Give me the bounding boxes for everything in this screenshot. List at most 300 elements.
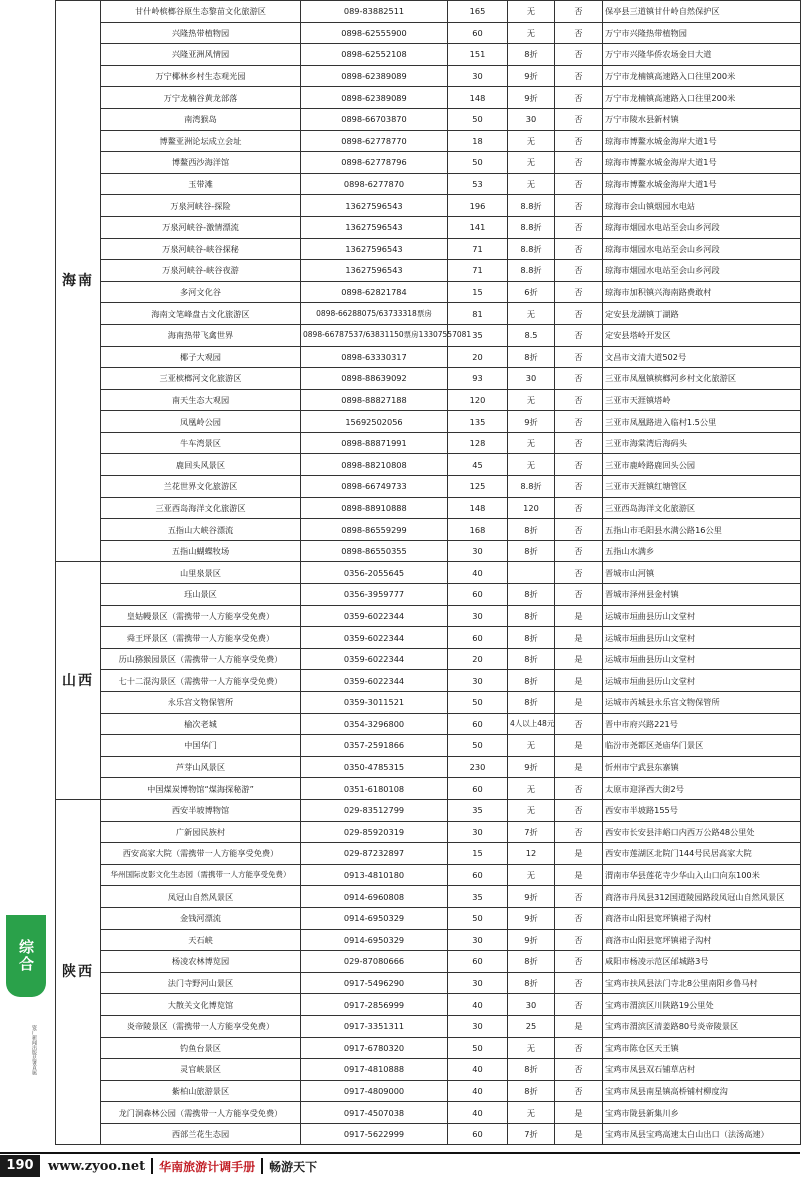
attraction-name: 历山猕猴园景区（需携带一人方能享受免费）: [101, 648, 301, 670]
address: 晋中市府兴路221号: [603, 713, 801, 735]
flag: 否: [555, 173, 603, 195]
ticket-price: 93: [448, 368, 508, 390]
page-number: 190: [0, 1155, 40, 1177]
flag: 否: [555, 303, 603, 325]
table-row: [56, 346, 801, 368]
flag: 否: [555, 281, 603, 303]
discount: 无: [508, 432, 555, 454]
table-row: [56, 713, 801, 735]
phone-number: 0898-66288075/63733318票房: [301, 303, 448, 325]
phone-number: 0898-88910888: [301, 497, 448, 519]
side-note: 资广新闻出版总署直属: [31, 1025, 37, 1075]
phone-number: 0350-4785315: [301, 756, 448, 778]
discount: 7折: [508, 821, 555, 843]
table-row: [56, 627, 801, 649]
province-label: 山西: [56, 562, 101, 800]
footer-slogan: 畅游天下: [269, 1159, 318, 1174]
attraction-name: 兴隆亚洲风情园: [101, 44, 301, 66]
phone-number: 029-87232897: [301, 843, 448, 865]
discount: [508, 562, 555, 584]
flag: 否: [555, 368, 603, 390]
phone-number: 0359-6022344: [301, 627, 448, 649]
flag: 否: [555, 44, 603, 66]
ticket-price: 148: [448, 497, 508, 519]
attraction-name: 中国华门: [101, 735, 301, 757]
ticket-price: 148: [448, 87, 508, 109]
phone-number: 0898-88871991: [301, 432, 448, 454]
attraction-name: 海南文笔峰盘古文化旅游区: [101, 303, 301, 325]
address: 万宁市龙楠镇高速路入口往里200米: [603, 65, 801, 87]
table-row: [56, 1102, 801, 1124]
attraction-name: 万泉河峡谷-探险: [101, 195, 301, 217]
address: 商洛市山阳县宽坪镇裙子沟村: [603, 907, 801, 929]
attraction-name: 中国煤炭博物馆“煤海探秘游”: [101, 778, 301, 800]
attractions-table: [55, 0, 801, 1145]
table-row: [56, 735, 801, 757]
table-row: [56, 389, 801, 411]
attraction-name: 兴隆热带植物园: [101, 22, 301, 44]
ticket-price: 60: [448, 22, 508, 44]
flag: 否: [555, 497, 603, 519]
attraction-name: 万宁椰林乡村生态观光园: [101, 65, 301, 87]
flag: 是: [555, 605, 603, 627]
handbook-title: 华南旅游计调手册: [159, 1159, 256, 1174]
ticket-price: 40: [448, 1102, 508, 1124]
attraction-name: 西安半坡博物馆: [101, 799, 301, 821]
attraction-name: 万泉河峡谷-峡谷夜游: [101, 260, 301, 282]
phone-number: 0357-2591866: [301, 735, 448, 757]
phone-number: 0898-66749733: [301, 476, 448, 498]
discount: 无: [508, 152, 555, 174]
discount: 8折: [508, 44, 555, 66]
discount: 8.8折: [508, 260, 555, 282]
attraction-name: 牛车湾景区: [101, 432, 301, 454]
address: 琼海市加积镇兴海南路费敢村: [603, 281, 801, 303]
address: 宝鸡市渭滨区清姜路80号炎帝陵景区: [603, 1015, 801, 1037]
ticket-price: 60: [448, 778, 508, 800]
discount: 9折: [508, 886, 555, 908]
flag: 否: [555, 346, 603, 368]
ticket-price: 135: [448, 411, 508, 433]
address: 三亚市天涯镇塔岭: [603, 389, 801, 411]
ticket-price: 35: [448, 799, 508, 821]
table-row: [56, 994, 801, 1016]
phone-number: 0898-62555900: [301, 22, 448, 44]
discount: 无: [508, 1102, 555, 1124]
table-row: [56, 173, 801, 195]
phone-number: 0914-6950329: [301, 929, 448, 951]
flag: 否: [555, 929, 603, 951]
table-row: [56, 907, 801, 929]
phone-number: 0898-62778770: [301, 130, 448, 152]
ticket-price: 18: [448, 130, 508, 152]
address: 琼海市烟园水电站至会山乡河段: [603, 238, 801, 260]
phone-number: 0359-6022344: [301, 605, 448, 627]
discount: 8折: [508, 648, 555, 670]
attraction-name: 杨凌农林博览园: [101, 951, 301, 973]
phone-number: 0898-66703870: [301, 108, 448, 130]
ticket-price: 125: [448, 476, 508, 498]
attraction-name: 龙门洞森林公园（需携带一人方能享受免费）: [101, 1102, 301, 1124]
address: 西安市莲湖区北院门144号民居高家大院: [603, 843, 801, 865]
ticket-price: 60: [448, 951, 508, 973]
flag: 是: [555, 864, 603, 886]
phone-number: 029-85920319: [301, 821, 448, 843]
ticket-price: 168: [448, 519, 508, 541]
province-label: 陕西: [56, 799, 101, 1145]
address: 三亚市天涯镇红塘管区: [603, 476, 801, 498]
address: 商洛市丹凤县312国道陵园路段凤冠山自然风景区: [603, 886, 801, 908]
table-row: [56, 476, 801, 498]
discount: 8折: [508, 1080, 555, 1102]
table-row: [56, 1059, 801, 1081]
address: 运城市垣曲县历山文堂村: [603, 648, 801, 670]
address: 万宁市兴隆华侨农场金日大道: [603, 44, 801, 66]
table-row: [56, 648, 801, 670]
flag: 否: [555, 130, 603, 152]
attraction-name: 博鳌西沙海洋馆: [101, 152, 301, 174]
phone-number: 0917-4810888: [301, 1059, 448, 1081]
table-row: [56, 454, 801, 476]
flag: 否: [555, 519, 603, 541]
phone-number: 0917-5496290: [301, 972, 448, 994]
discount: 无: [508, 778, 555, 800]
phone-number: 0917-4809000: [301, 1080, 448, 1102]
address: 三亚市凤凰路进入临村1.5公里: [603, 411, 801, 433]
discount: 无: [508, 454, 555, 476]
attraction-name: 皇姑幔景区（需携带一人方能享受免费）: [101, 605, 301, 627]
table-row: [56, 1123, 801, 1145]
attraction-name: 华州国际皮影文化生态园（需携带一人方能享受免费）: [101, 864, 301, 886]
ticket-price: 60: [448, 864, 508, 886]
address: 定安县塔岭开发区: [603, 324, 801, 346]
address: 运城市芮城县永乐宫文物保管所: [603, 692, 801, 714]
flag: 否: [555, 951, 603, 973]
ticket-price: 30: [448, 670, 508, 692]
ticket-price: 20: [448, 346, 508, 368]
ticket-price: 50: [448, 907, 508, 929]
flag: 否: [555, 713, 603, 735]
address: 忻州市宁武县东寨镇: [603, 756, 801, 778]
table-row: [56, 432, 801, 454]
table-row: [56, 152, 801, 174]
discount: 无: [508, 735, 555, 757]
flag: 否: [555, 476, 603, 498]
ticket-price: 30: [448, 65, 508, 87]
ticket-price: 40: [448, 1059, 508, 1081]
ticket-price: 20: [448, 648, 508, 670]
phone-number: 0359-6022344: [301, 648, 448, 670]
ticket-price: 15: [448, 281, 508, 303]
discount: 8折: [508, 540, 555, 562]
address: 宝鸡市陈仓区天王镇: [603, 1037, 801, 1059]
province-label: 海南: [56, 1, 101, 562]
ticket-price: 50: [448, 152, 508, 174]
table-row: [56, 843, 801, 865]
discount: 8折: [508, 627, 555, 649]
phone-number: 0359-6022344: [301, 670, 448, 692]
attraction-name: 海南热带飞禽世界: [101, 324, 301, 346]
flag: 否: [555, 562, 603, 584]
address: 琼海市烟园水电站至会山乡河段: [603, 216, 801, 238]
phone-number: 0914-6950329: [301, 907, 448, 929]
flag: 否: [555, 1037, 603, 1059]
table-row: [56, 1037, 801, 1059]
flag: 否: [555, 540, 603, 562]
flag: 是: [555, 692, 603, 714]
attraction-name: 兰花世界文化旅游区: [101, 476, 301, 498]
flag: 是: [555, 1102, 603, 1124]
flag: 否: [555, 389, 603, 411]
attraction-name: 南湾猴岛: [101, 108, 301, 130]
table-row: [56, 195, 801, 217]
address: 五指山市毛阳县水满公路16公里: [603, 519, 801, 541]
phone-number: 0898-88827188: [301, 389, 448, 411]
address: 琼海市会山镇烟园水电站: [603, 195, 801, 217]
ticket-price: 81: [448, 303, 508, 325]
attraction-name: 五指山大峡谷漂流: [101, 519, 301, 541]
discount: 8折: [508, 519, 555, 541]
flag: 否: [555, 238, 603, 260]
discount: 8折: [508, 670, 555, 692]
address: 定安县龙湖镇丁湖路: [603, 303, 801, 325]
table-row: [56, 778, 801, 800]
discount: 6折: [508, 281, 555, 303]
address: 西安市半坡路155号: [603, 799, 801, 821]
phone-number: 0913-4810180: [301, 864, 448, 886]
attraction-name: 玉带滩: [101, 173, 301, 195]
attraction-name: 榆次老城: [101, 713, 301, 735]
ticket-price: 71: [448, 238, 508, 260]
phone-number: 0898-6277870: [301, 173, 448, 195]
table-row: [56, 584, 801, 606]
attraction-name: 椰子大观园: [101, 346, 301, 368]
phone-number: 0898-62552108: [301, 44, 448, 66]
phone-number: 0898-86550355: [301, 540, 448, 562]
table-row: [56, 519, 801, 541]
flag: 否: [555, 65, 603, 87]
address: 琼海市博鳌水城金海岸大道1号: [603, 152, 801, 174]
phone-number: 0917-4507038: [301, 1102, 448, 1124]
address: 宝鸡市陇县新集川乡: [603, 1102, 801, 1124]
attraction-name: 紫柏山旅游景区: [101, 1080, 301, 1102]
flag: 是: [555, 756, 603, 778]
phone-number: 0917-2856999: [301, 994, 448, 1016]
phone-number: 0917-5622999: [301, 1123, 448, 1145]
phone-number: 0898-66787537/63831150票房13307557081: [301, 324, 448, 346]
address: 琼海市烟园水电站至会山乡河段: [603, 260, 801, 282]
attraction-name: 万泉河峡谷-激情漂流: [101, 216, 301, 238]
attraction-name: 三亚西岛海洋文化旅游区: [101, 497, 301, 519]
discount: 8折: [508, 692, 555, 714]
ticket-price: 60: [448, 627, 508, 649]
discount: 9折: [508, 929, 555, 951]
address: 西安市长安县沣峪口内西万公路48公里处: [603, 821, 801, 843]
table-row: [56, 44, 801, 66]
table-row: [56, 260, 801, 282]
ticket-price: 15: [448, 843, 508, 865]
attraction-name: 灵官峡景区: [101, 1059, 301, 1081]
ticket-price: 30: [448, 929, 508, 951]
phone-number: 0898-63330317: [301, 346, 448, 368]
phone-number: 0917-3351311: [301, 1015, 448, 1037]
table-row: [56, 368, 801, 390]
attraction-name: 山里泉景区: [101, 562, 301, 584]
address: 运城市垣曲县历山文堂村: [603, 670, 801, 692]
ticket-price: 50: [448, 692, 508, 714]
attraction-name: 凤冠山自然风景区: [101, 886, 301, 908]
discount: 无: [508, 130, 555, 152]
flag: 否: [555, 216, 603, 238]
ticket-price: 60: [448, 1123, 508, 1145]
flag: 否: [555, 260, 603, 282]
flag: 是: [555, 1015, 603, 1037]
table-row: [56, 562, 801, 584]
table-row: [56, 497, 801, 519]
phone-number: 0898-86559299: [301, 519, 448, 541]
ticket-price: 141: [448, 216, 508, 238]
table-row: [56, 670, 801, 692]
flag: 否: [555, 195, 603, 217]
discount: 9折: [508, 907, 555, 929]
discount: 无: [508, 303, 555, 325]
discount: 8.8折: [508, 195, 555, 217]
phone-number: 0356-2055645: [301, 562, 448, 584]
discount: 8.5: [508, 324, 555, 346]
flag: 否: [555, 454, 603, 476]
ticket-price: 30: [448, 972, 508, 994]
flag: 否: [555, 972, 603, 994]
ticket-price: 35: [448, 324, 508, 346]
ticket-price: 50: [448, 735, 508, 757]
attraction-name: 三亚槟榔河文化旅游区: [101, 368, 301, 390]
discount: 无: [508, 1, 555, 23]
phone-number: 13627596543: [301, 216, 448, 238]
attraction-name: 凤凰岭公园: [101, 411, 301, 433]
attraction-name: 大散关文化博览馆: [101, 994, 301, 1016]
ticket-price: 40: [448, 562, 508, 584]
discount: 30: [508, 994, 555, 1016]
address: 三亚市鹿岭路鹿回头公园: [603, 454, 801, 476]
address: 临汾市尧都区尧庙华门景区: [603, 735, 801, 757]
page-footer: [0, 1152, 800, 1178]
ticket-price: 40: [448, 1080, 508, 1102]
address: 三亚市海棠湾后海码头: [603, 432, 801, 454]
phone-number: 089-83882511: [301, 1, 448, 23]
attraction-name: 永乐宫文物保管所: [101, 692, 301, 714]
attraction-name: 西部兰花生态园: [101, 1123, 301, 1145]
attraction-name: 钓鱼台景区: [101, 1037, 301, 1059]
address: 万宁市陵水县新村镇: [603, 108, 801, 130]
address: 万宁市兴隆热带植物园: [603, 22, 801, 44]
table-row: [56, 303, 801, 325]
discount: 8折: [508, 951, 555, 973]
phone-number: 0898-62389089: [301, 65, 448, 87]
ticket-price: 30: [448, 540, 508, 562]
flag: 否: [555, 1059, 603, 1081]
table-row: [56, 972, 801, 994]
flag: 否: [555, 907, 603, 929]
discount: 120: [508, 497, 555, 519]
attraction-name: 广新园民族村: [101, 821, 301, 843]
phone-number: 029-87080666: [301, 951, 448, 973]
table-row: [56, 756, 801, 778]
flag: 是: [555, 670, 603, 692]
address: 晋城市山河镇: [603, 562, 801, 584]
discount: 30: [508, 108, 555, 130]
ticket-price: 30: [448, 605, 508, 627]
ticket-price: 196: [448, 195, 508, 217]
address: 太原市迎泽西大街2号: [603, 778, 801, 800]
phone-number: 029-83512799: [301, 799, 448, 821]
discount: 8.8折: [508, 216, 555, 238]
phone-number: 0898-88210808: [301, 454, 448, 476]
table-row: [56, 864, 801, 886]
discount: 无: [508, 22, 555, 44]
address: 保亭县三道镇甘什岭自然保护区: [603, 1, 801, 23]
table-row: [56, 281, 801, 303]
ticket-price: 120: [448, 389, 508, 411]
ticket-price: 128: [448, 432, 508, 454]
flag: 是: [555, 648, 603, 670]
discount: 无: [508, 173, 555, 195]
flag: 是: [555, 735, 603, 757]
attraction-name: 南天生态大观园: [101, 389, 301, 411]
attraction-name: 博鳌亚洲论坛成立会址: [101, 130, 301, 152]
flag: 否: [555, 778, 603, 800]
ticket-price: 60: [448, 713, 508, 735]
table-row: [56, 799, 801, 821]
flag: 否: [555, 22, 603, 44]
flag: 是: [555, 1123, 603, 1145]
address: 商洛市山阳县宽坪镇裙子沟村: [603, 929, 801, 951]
address: 宝鸡市扶风县法门寺北8公里南阳乡鲁马村: [603, 972, 801, 994]
address: 文昌市文清大道502号: [603, 346, 801, 368]
table-row: [56, 108, 801, 130]
website-link[interactable]: www.zyoo.net: [48, 1158, 146, 1174]
discount: 8折: [508, 972, 555, 994]
table-row: [56, 411, 801, 433]
table-row: [56, 216, 801, 238]
address: 三亚西岛海洋文化旅游区: [603, 497, 801, 519]
table-row: [56, 22, 801, 44]
discount: 9折: [508, 411, 555, 433]
phone-number: 0356-3959777: [301, 584, 448, 606]
address: 琼海市博鳌水城金海岸大道1号: [603, 130, 801, 152]
flag: 否: [555, 108, 603, 130]
address: 运城市垣曲县历山文堂村: [603, 627, 801, 649]
address: 三亚市凤凰镇槟榔河乡村文化旅游区: [603, 368, 801, 390]
discount: 7折: [508, 1123, 555, 1145]
ticket-price: 40: [448, 994, 508, 1016]
discount: 8.8折: [508, 238, 555, 260]
attraction-name: 七十二混沟景区（需携带一人方能享受免费）: [101, 670, 301, 692]
address: 琼海市博鳌水城金海岸大道1号: [603, 173, 801, 195]
address: 晋城市泽州县金村镇: [603, 584, 801, 606]
ticket-price: 35: [448, 886, 508, 908]
ticket-price: 71: [448, 260, 508, 282]
table-row: [56, 87, 801, 109]
flag: 否: [555, 799, 603, 821]
attraction-name: 万泉河峡谷-峡谷探秘: [101, 238, 301, 260]
discount: 9折: [508, 87, 555, 109]
phone-number: 13627596543: [301, 238, 448, 260]
table-row: [56, 130, 801, 152]
ticket-price: 165: [448, 1, 508, 23]
attraction-name: 舜王坪景区（需携带一人方能享受免费）: [101, 627, 301, 649]
phone-number: 0898-62821784: [301, 281, 448, 303]
table-row: [56, 65, 801, 87]
